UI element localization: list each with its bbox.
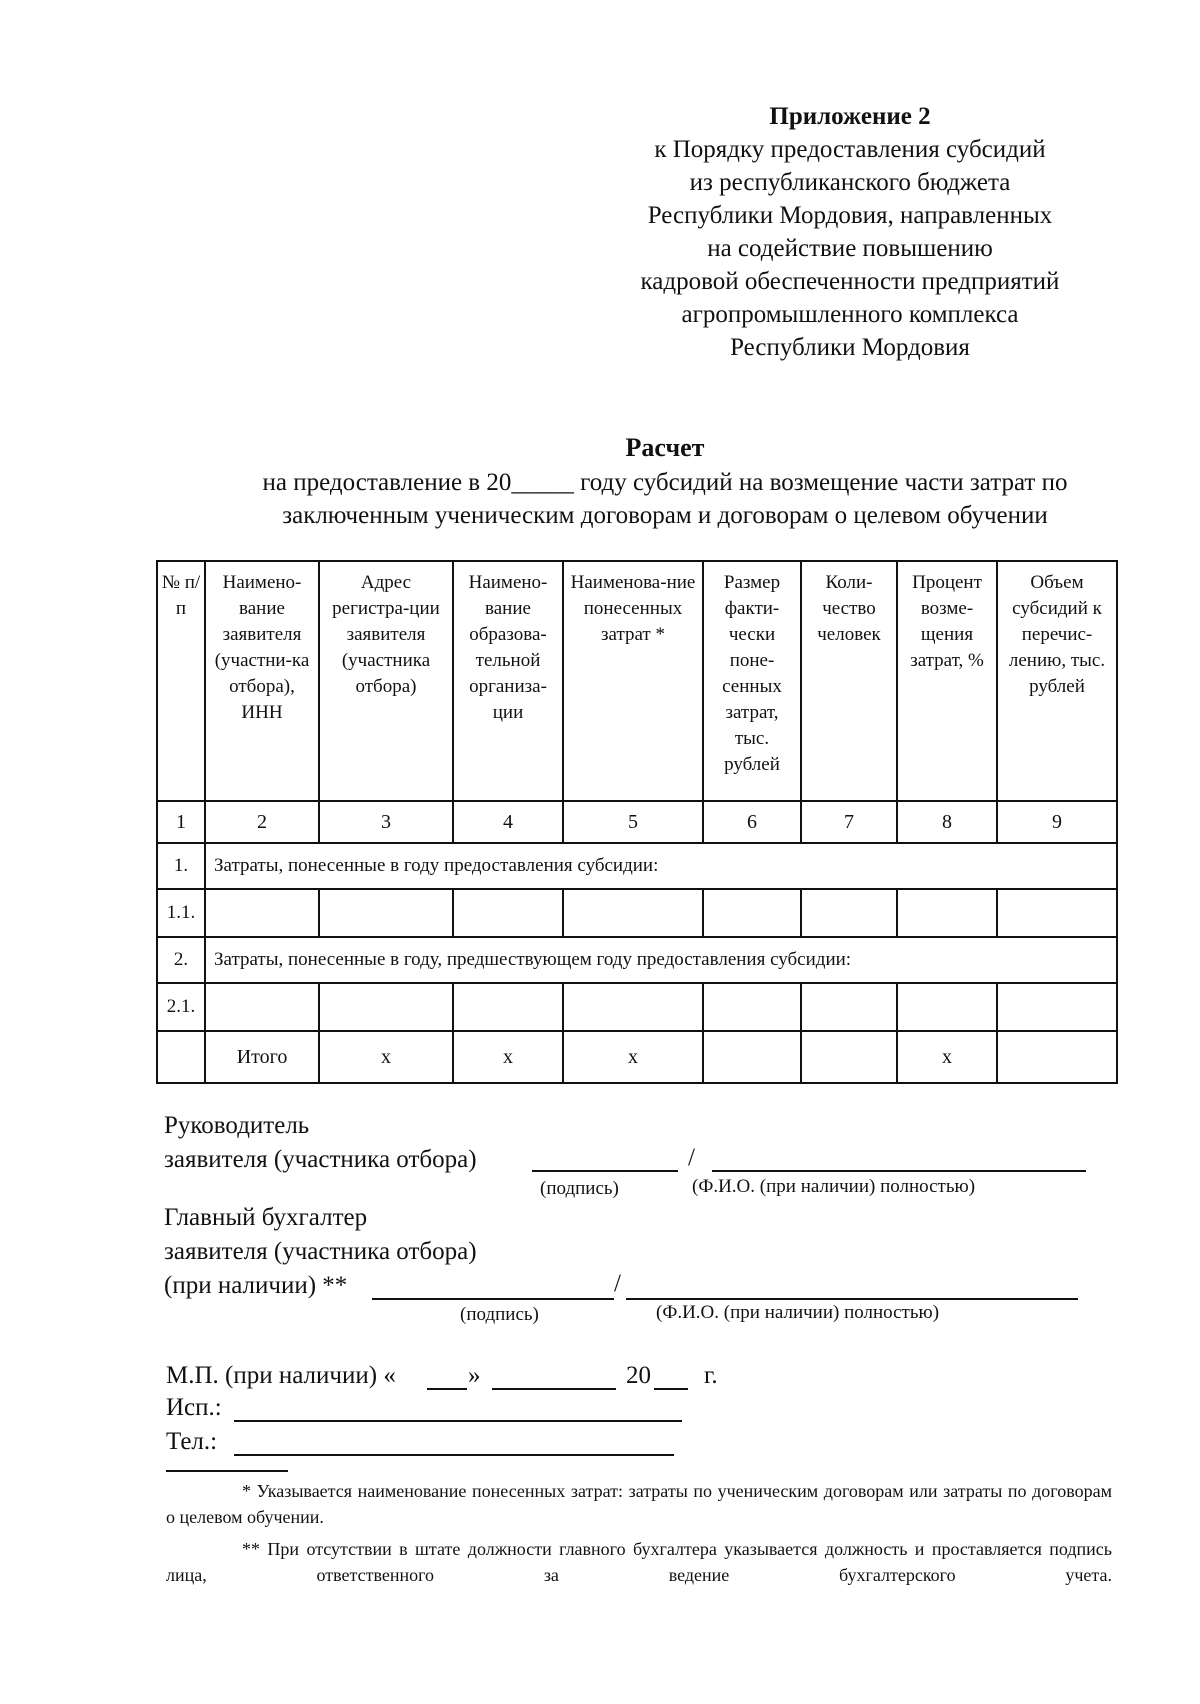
table-cell[interactable] — [703, 983, 801, 1031]
slash: / — [688, 1144, 695, 1171]
header-cell: Наименова-ние понесенных затрат * — [563, 561, 703, 801]
column-number: 3 — [319, 801, 453, 843]
total-cell[interactable] — [801, 1031, 897, 1083]
table-cell[interactable] — [801, 983, 897, 1031]
date-quote: » — [468, 1362, 481, 1389]
table-cell[interactable] — [997, 889, 1117, 937]
appendix-line: Республики Мордовия, направленных — [647, 202, 1053, 229]
fio-caption: (Ф.И.О. (при наличии) полностью) — [656, 1302, 940, 1323]
date-day-line[interactable] — [427, 1388, 467, 1390]
head-fio-line[interactable] — [712, 1170, 1086, 1172]
column-number: 5 — [563, 801, 703, 843]
table-cell[interactable] — [703, 889, 801, 937]
slash: / — [614, 1270, 621, 1297]
table-cell[interactable] — [319, 983, 453, 1031]
column-number: 2 — [205, 801, 319, 843]
table-cell[interactable] — [801, 889, 897, 937]
footnote-2: ** При отсутствии в штате должности главного бухгалтера указывается должность и проставляется подпись лица, ответственного за ведение бухгалтерского учета. — [166, 1539, 1112, 1585]
accountant-label-3: (при наличии) ** — [164, 1272, 348, 1299]
appendix-title: Приложение 2 — [769, 103, 931, 130]
calculation-table — [156, 560, 1118, 1084]
stamp-label: М.П. (при наличии) « — [166, 1362, 396, 1389]
section-number: 2. — [157, 937, 205, 983]
phone-line[interactable] — [234, 1454, 674, 1456]
table-cell[interactable] — [897, 889, 997, 937]
section-row — [157, 937, 1117, 983]
table-header-row — [157, 561, 1117, 801]
date-year-prefix: 20 — [626, 1362, 651, 1389]
header-cell: Процент возме-щения затрат, % — [897, 561, 997, 801]
header-cell: Адрес регистра-ции заявителя (участника отбора) — [319, 561, 453, 801]
section-row — [157, 843, 1117, 889]
appendix-line: агропромышленного комплекса — [681, 301, 1019, 328]
column-number: 6 — [703, 801, 801, 843]
table-cell[interactable] — [453, 889, 563, 937]
row-number: 2.1. — [157, 983, 205, 1031]
column-number: 4 — [453, 801, 563, 843]
table-cell[interactable] — [897, 983, 997, 1031]
total-cell: х — [563, 1031, 703, 1083]
calculation-title: Расчет — [625, 433, 705, 462]
table-cell[interactable] — [563, 983, 703, 1031]
section-text: Затраты, понесенные в году предоставления субсидии: — [205, 843, 1117, 889]
section-text: Затраты, понесенные в году, предшествующем году предоставления субсидии: — [205, 937, 1117, 983]
date-month-line[interactable] — [492, 1388, 616, 1390]
table-cell[interactable] — [205, 983, 319, 1031]
column-number: 9 — [997, 801, 1117, 843]
head-signature-line[interactable] — [532, 1170, 678, 1172]
total-cell: х — [897, 1031, 997, 1083]
executor-label: Исп.: — [166, 1394, 222, 1421]
year-suffix: г. — [704, 1362, 718, 1389]
table-cell[interactable] — [997, 983, 1117, 1031]
total-cell: х — [453, 1031, 563, 1083]
header-cell: Объем субсидий к перечис-лению, тыс. рублей — [997, 561, 1117, 801]
column-number: 1 — [157, 801, 205, 843]
head-label-2: заявителя (участника отбора) — [164, 1146, 477, 1173]
subtitle-line: заключенным ученическим договорам и договорам о целевом обучении — [282, 502, 1048, 529]
total-cell: х — [319, 1031, 453, 1083]
column-number-row — [157, 801, 1117, 843]
header-cell: Коли-чество человек — [801, 561, 897, 801]
accountant-fio-line[interactable] — [626, 1298, 1078, 1300]
executor-line[interactable] — [234, 1420, 682, 1422]
footnote-divider — [166, 1470, 288, 1472]
section-number: 1. — [157, 843, 205, 889]
footnote-1: * Указывается наименование понесенных затрат: затраты по ученическим договорам или затраты по договорам о целевом обучении. — [166, 1481, 1112, 1527]
appendix-line: Республики Мордовия — [730, 334, 970, 361]
row-number: 1.1. — [157, 889, 205, 937]
accountant-label: Главный бухгалтер — [164, 1204, 368, 1231]
total-label: Итого — [205, 1031, 319, 1083]
column-number: 8 — [897, 801, 997, 843]
header-cell: Наимено-вание заявителя (участни-ка отбора), ИНН — [205, 561, 319, 801]
appendix-line: на содействие повышению — [707, 235, 993, 262]
accountant-signature-line[interactable] — [372, 1298, 614, 1300]
signature-caption: (подпись) — [540, 1178, 619, 1199]
accountant-label-2: заявителя (участника отбора) — [164, 1238, 477, 1265]
total-row — [157, 1031, 1117, 1083]
fio-caption: (Ф.И.О. (при наличии) полностью) — [692, 1176, 976, 1197]
signature-caption: (подпись) — [460, 1304, 539, 1325]
column-number: 7 — [801, 801, 897, 843]
header-cell: № п/п — [157, 561, 205, 801]
head-label: Руководитель — [164, 1112, 310, 1139]
table-cell[interactable] — [319, 889, 453, 937]
table-cell[interactable] — [205, 889, 319, 937]
total-number-cell — [157, 1031, 205, 1083]
calculation-subtitle — [120, 466, 1200, 532]
phone-label: Тел.: — [166, 1428, 218, 1455]
header-cell: Размер факти-чески поне-сенных затрат, тыс. рублей — [703, 561, 801, 801]
subtitle-line: на предоставление в 20_____ году субсидий на возмещение части затрат по — [262, 469, 1068, 496]
table-row — [157, 983, 1117, 1031]
table-cell[interactable] — [453, 983, 563, 1031]
appendix-line: к Порядку предоставления субсидий — [654, 136, 1046, 163]
appendix-block — [600, 100, 1100, 364]
appendix-line: из республиканского бюджета — [689, 169, 1011, 196]
total-cell[interactable] — [703, 1031, 801, 1083]
total-cell[interactable] — [997, 1031, 1117, 1083]
header-cell: Наимено-вание образова-тельной организа-ции — [453, 561, 563, 801]
date-year-line[interactable] — [654, 1388, 688, 1390]
table-row — [157, 889, 1117, 937]
table-cell[interactable] — [563, 889, 703, 937]
appendix-line: кадровой обеспеченности предприятий — [640, 268, 1060, 295]
